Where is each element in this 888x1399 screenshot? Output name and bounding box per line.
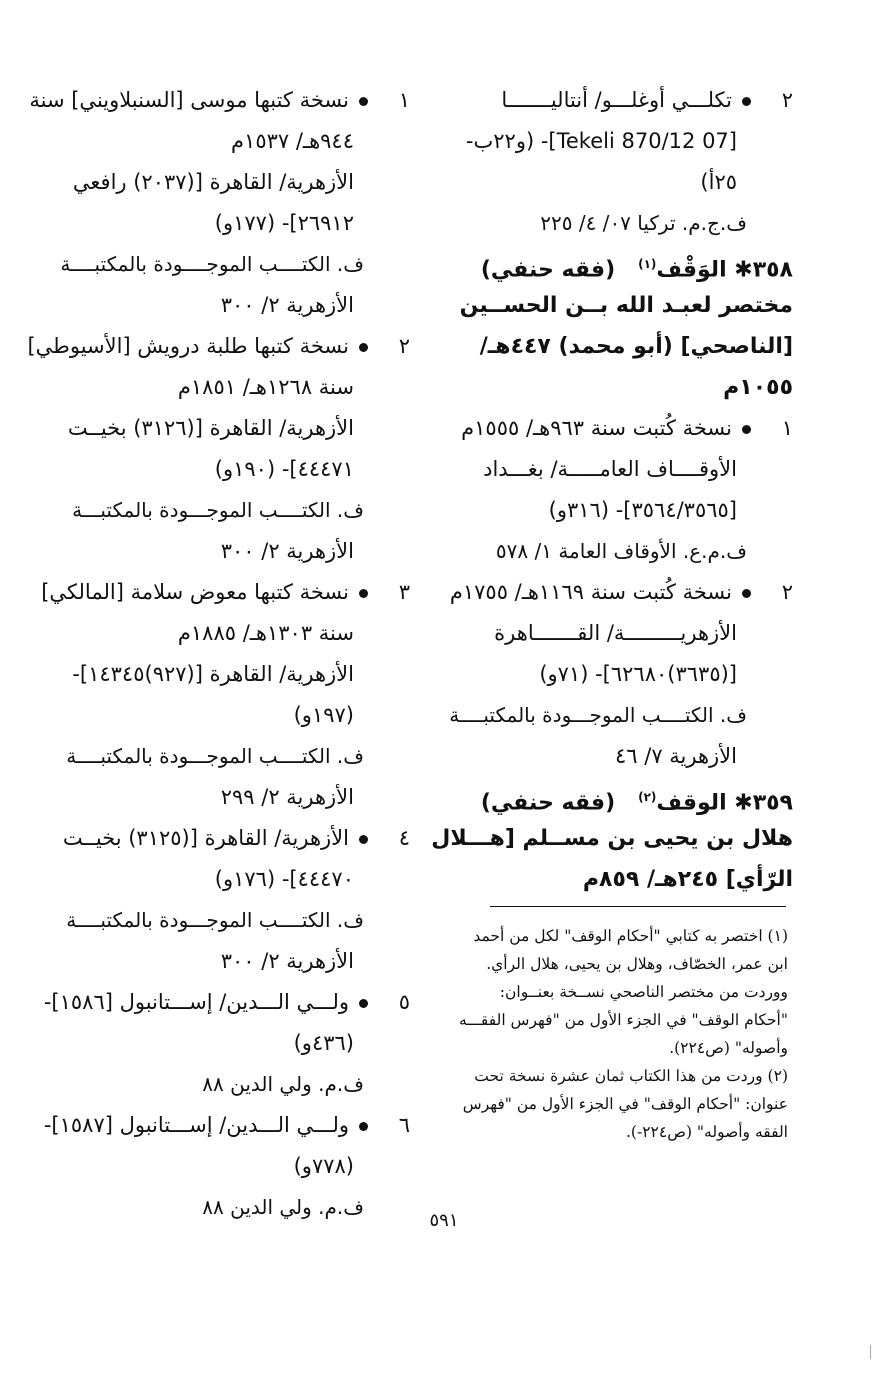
continuation-line: (٤٣٦و) bbox=[293, 1031, 354, 1055]
item-text: نسخة كُتبت سنة ١١٦٩هـ/ ١٧٥٥م bbox=[449, 580, 732, 604]
list-item-line bbox=[27, 326, 410, 367]
footnote-line: ووردت من مختصر الناصحي نســخة بعنــوان: bbox=[499, 983, 788, 1001]
entry-heading bbox=[450, 777, 793, 818]
continuation-line: الأزهرية/ القاهرة [(٣١٢٦) بخيــت bbox=[67, 416, 354, 440]
entry-genre: (فقه حنفي) bbox=[480, 790, 616, 816]
continuation-line: الأزهرية ٢/ ٢٩٩ bbox=[220, 785, 354, 809]
continuation-line: ٢٦٩١٢]- (١٧٧و) bbox=[214, 211, 354, 235]
left-column bbox=[27, 80, 410, 1228]
footnote-line: عنوان: "أحكام الوقف" في الجزء الأول من "فهرس bbox=[462, 1095, 788, 1113]
entry-title: الوَقْف bbox=[656, 257, 727, 283]
continuation-line: سنة ١٢٦٨هـ/ ١٨٥١م bbox=[177, 375, 354, 399]
item-number: ٥ bbox=[398, 990, 410, 1014]
source-reference: ف. الكتــــب الموجـــودة بالمكتبــــة bbox=[66, 744, 364, 768]
author-line: [الناصحي] (أبو محمد) ٤٤٧هـ/ bbox=[479, 334, 793, 359]
entry-genre: (فقه حنفي) bbox=[480, 257, 616, 283]
continuation-line: [(٣٦٣٥)٦٢٦٨٠]- (٧١و) bbox=[539, 662, 737, 686]
continuation-line: [07 Tekeli 870/12]- (و٢٢ب- bbox=[465, 129, 737, 153]
source-reference: ف. الكتــــب الموجــــودة بالمكتبــــة bbox=[60, 252, 364, 276]
continuation-line: ٢٥أ) bbox=[700, 170, 737, 194]
item-number: ٢ bbox=[398, 334, 410, 358]
continuation-line: ٩٤٤هـ/ ١٥٣٧م bbox=[231, 129, 354, 153]
footnote-line: ابن عمر، الخصّاف، وهلال بن يحيى، هلال الرأي. bbox=[486, 955, 788, 973]
list-item-line bbox=[43, 1105, 410, 1146]
bullet-icon bbox=[742, 97, 751, 106]
item-text: نسخة كتبها موسى [السنبلاويني] سنة bbox=[29, 88, 349, 112]
asterisk-icon: ✱ bbox=[726, 790, 753, 816]
entry-number: ٣٥٨ bbox=[752, 257, 793, 283]
source-reference: ف. الكتــــب الموجـــودة بالمكتبــــة bbox=[66, 908, 364, 932]
author-line: الرّأي] ٢٤٥هـ/ ٨٥٩م bbox=[582, 867, 793, 892]
continuation-line: الأزهرية ٧/ ٤٦ bbox=[614, 744, 737, 768]
item-number: ٢ bbox=[781, 580, 793, 604]
list-item-line bbox=[450, 80, 793, 121]
source-reference: ف. الكتــــب الموجـــودة بالمكتبــــة bbox=[449, 703, 747, 727]
entry-heading bbox=[450, 244, 793, 285]
author-line: هلال بن يحيى بن مســلم [هـــلال bbox=[431, 826, 793, 851]
asterisk-icon: ✱ bbox=[726, 257, 753, 283]
continuation-line: الأزهرية ٢/ ٣٠٠ bbox=[220, 539, 354, 563]
bullet-icon bbox=[359, 999, 368, 1008]
footnote-line: (٢) وردت من هذا الكتاب ثمان عشرة نسخة تحت bbox=[474, 1067, 788, 1085]
item-number: ١ bbox=[398, 88, 410, 112]
bullet-icon bbox=[742, 425, 751, 434]
list-item-line bbox=[450, 572, 793, 613]
continuation-line: (٧٧٨و) bbox=[293, 1154, 354, 1178]
author-line: مختصر لعبـد الله بــن الحســين bbox=[459, 293, 793, 318]
continuation-line: سنة ١٣٠٣هـ/ ١٨٨٥م bbox=[177, 621, 354, 645]
list-item-line bbox=[41, 572, 410, 613]
source-reference: ف.م. ولي الدين ٨٨ bbox=[202, 1195, 364, 1219]
continuation-line: ٤٤٤٧١]- (١٩٠و) bbox=[214, 457, 354, 481]
list-item-line bbox=[29, 80, 410, 121]
right-column bbox=[431, 80, 793, 900]
footnote-line: وأصوله" (ص٢٢٤). bbox=[669, 1039, 788, 1057]
bullet-icon bbox=[359, 835, 368, 844]
continuation-line: ٤٤٤٧٠]- (١٧٦و) bbox=[214, 867, 354, 891]
continuation-line: الأزهرية ٢/ ٣٠٠ bbox=[220, 293, 354, 317]
footnote-line: الفقه وأصوله" (ص٢٢٤-). bbox=[626, 1123, 788, 1141]
item-number: ٦ bbox=[398, 1113, 410, 1137]
continuation-line: الأزهرية ٢/ ٣٠٠ bbox=[220, 949, 354, 973]
bullet-icon bbox=[359, 1122, 368, 1131]
entry-number: ٣٥٩ bbox=[752, 790, 793, 816]
footnote-ref: (٢) bbox=[638, 790, 657, 804]
page-number: ٥٩١ bbox=[429, 1210, 459, 1231]
source-reference: ف. الكتــــب الموجـــودة بالمكتبـــة bbox=[72, 498, 364, 522]
footnote-ref: (١) bbox=[638, 257, 657, 271]
continuation-line: الأوقــــاف العامـــــة/ بغـــداد bbox=[483, 457, 737, 481]
footnote-line: "أحكام الوقف" في الجزء الأول من "فهرس الفقـــه bbox=[458, 1011, 788, 1029]
footnote-line: (١) اختصر به كتابي "أحكام الوقف" لكل من أحمد bbox=[473, 927, 788, 945]
margin-mark bbox=[870, 1345, 871, 1359]
item-number: ٢ bbox=[781, 88, 793, 112]
item-text: ولـــي الـــدين/ إســـتانبول [١٥٨٧]- bbox=[43, 1113, 349, 1137]
source-reference: ف.م. ولي الدين ٨٨ bbox=[202, 1072, 364, 1096]
source-reference: ف.م.ع. الأوقاف العامة ١/ ٥٧٨ bbox=[495, 539, 747, 563]
item-text: تكلـــي أوغلـــو/ أنتاليـــــــا bbox=[501, 88, 732, 112]
bullet-icon bbox=[742, 589, 751, 598]
bullet-icon bbox=[359, 97, 368, 106]
continuation-line: الأزهرية/ القاهرة [(٢٠٣٧) رافعي bbox=[72, 170, 354, 194]
item-number: ٣ bbox=[398, 580, 410, 604]
item-number: ٤ bbox=[398, 826, 410, 850]
item-text: نسخة كتبها طلبة درويش [الأسيوطي] bbox=[27, 334, 349, 358]
source-reference: ف.ج.م. تركيا ٠٧/ ٤/ ٢٢٥ bbox=[540, 211, 747, 235]
footnote-separator bbox=[490, 906, 786, 907]
item-text: نسخة كُتبت سنة ٩٦٣هـ/ ١٥٥٥م bbox=[461, 416, 732, 440]
continuation-line: [٣٥٦٤/٣٥٦٥]- (٣١٦و) bbox=[548, 498, 737, 522]
continuation-line: الأزهريـــــــــة/ القـــــــاهرة bbox=[494, 621, 737, 645]
item-number: ١ bbox=[781, 416, 793, 440]
item-text: نسخة كتبها معوض سلامة [المالكي] bbox=[41, 580, 349, 604]
footnotes bbox=[448, 922, 788, 1146]
entry-title: الوقف bbox=[656, 790, 727, 816]
bullet-icon bbox=[359, 343, 368, 352]
list-item-line bbox=[450, 408, 793, 449]
item-text: الأزهرية/ القاهرة [(٣١٢٥) بخيــت bbox=[62, 826, 349, 850]
list-item-line bbox=[43, 982, 410, 1023]
bullet-icon bbox=[359, 589, 368, 598]
continuation-line: الأزهرية/ القاهرة [(٩٢٧)١٤٣٤٥]- bbox=[72, 662, 354, 686]
continuation-line: (١٩٧و) bbox=[293, 703, 354, 727]
item-text: ولـــي الـــدين/ إســـتانبول [١٥٨٦]- bbox=[43, 990, 349, 1014]
author-line: ١٠٥٥م bbox=[723, 375, 793, 400]
list-item-line bbox=[60, 818, 410, 859]
